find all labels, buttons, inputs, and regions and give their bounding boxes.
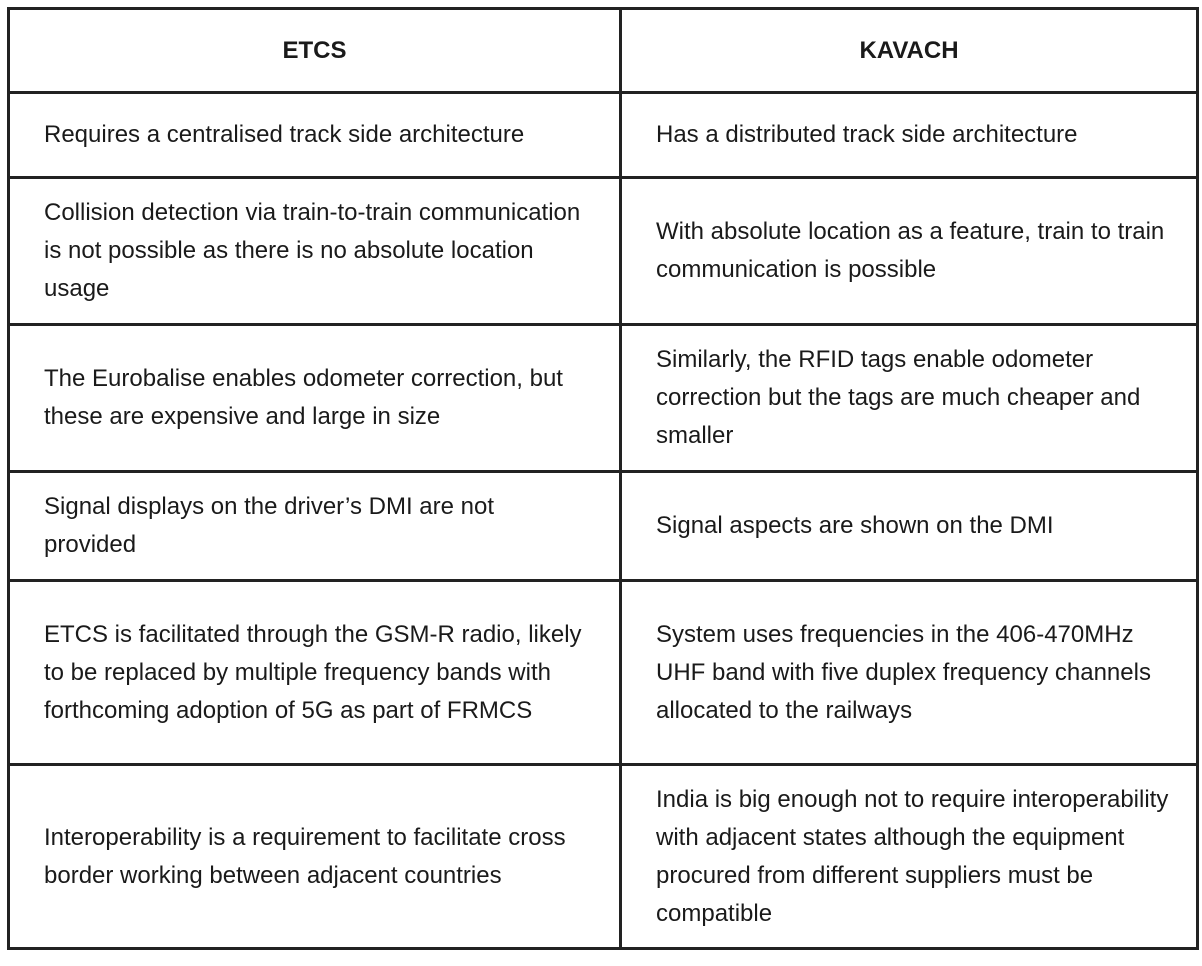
table-row — [9, 472, 1198, 581]
header-etcs: ETCS — [9, 9, 621, 93]
etcs-cell: Requires a centralised track side architecture — [9, 93, 621, 178]
etcs-cell: ETCS is facilitated through the GSM-R radio, likely to be replaced by multiple frequency bands with forthcoming adoption of 5G as part of FRMCS — [9, 581, 621, 765]
kavach-cell: With absolute location as a feature, train to train communication is possible — [621, 178, 1198, 325]
table-row — [9, 581, 1198, 765]
table-row — [9, 325, 1198, 472]
table-row — [9, 178, 1198, 325]
etcs-cell: Collision detection via train-to-train communication is not possible as there is no absolute location usage — [9, 178, 621, 325]
etcs-cell: Signal displays on the driver’s DMI are not provided — [9, 472, 621, 581]
kavach-cell: Has a distributed track side architecture — [621, 93, 1198, 178]
kavach-cell: System uses frequencies in the 406-470MHz UHF band with five duplex frequency channels allocated to the railways — [621, 581, 1198, 765]
kavach-cell: India is big enough not to require interoperability with adjacent states although the equipment procured from different suppliers must be compatible — [621, 765, 1198, 949]
comparison-table — [7, 7, 1199, 950]
etcs-cell: The Eurobalise enables odometer correction, but these are expensive and large in size — [9, 325, 621, 472]
table-row — [9, 765, 1198, 949]
header-kavach: KAVACH — [621, 9, 1198, 93]
table-row — [9, 93, 1198, 178]
kavach-cell: Signal aspects are shown on the DMI — [621, 472, 1198, 581]
header-row — [9, 9, 1198, 93]
kavach-cell: Similarly, the RFID tags enable odometer correction but the tags are much cheaper and smaller — [621, 325, 1198, 472]
etcs-cell: Interoperability is a requirement to facilitate cross border working between adjacent countries — [9, 765, 621, 949]
